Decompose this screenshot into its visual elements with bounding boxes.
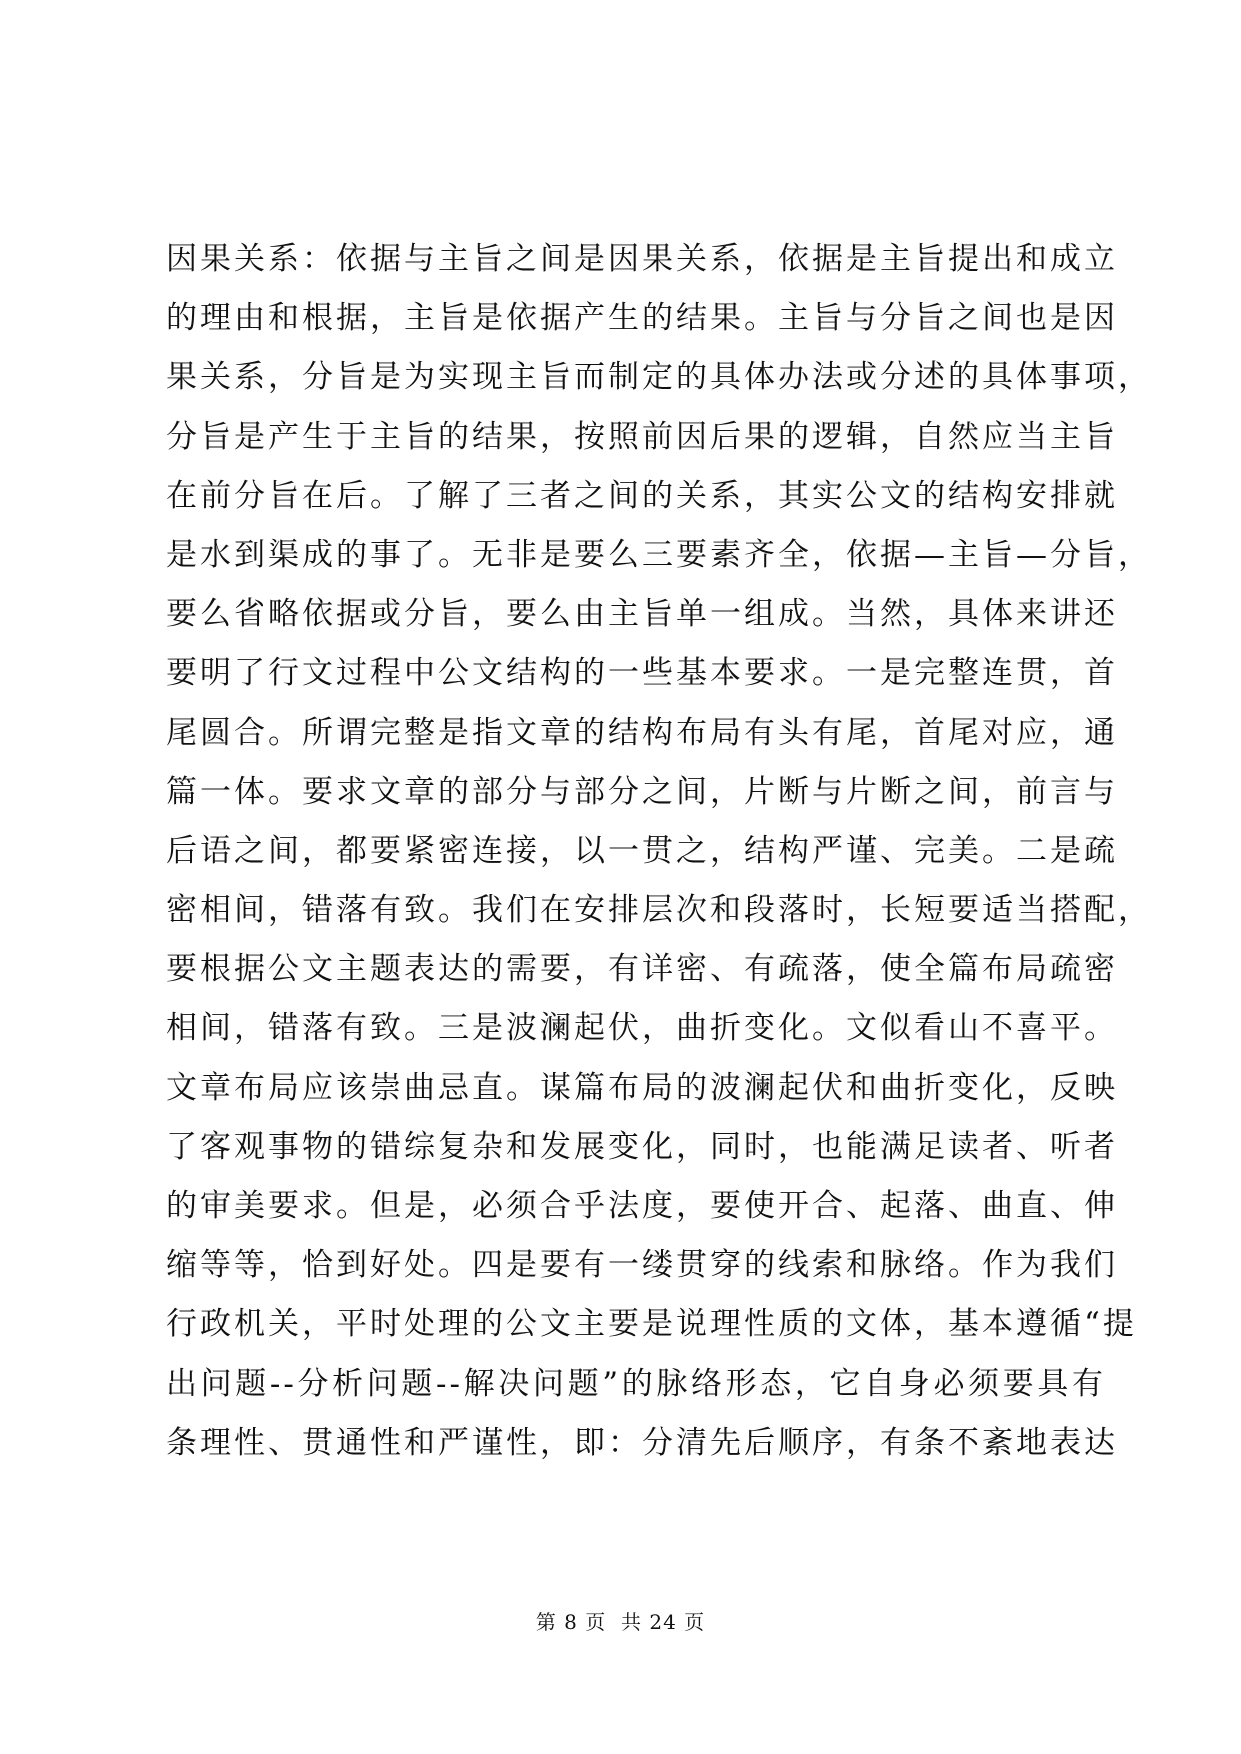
text-line: 要根据公文主题表达的需要，有详密、有疏落，使全篇布局疏密 [166,951,1118,988]
text-line: 尾圆合。所谓完整是指文章的结构布局有头有尾，首尾对应，通 [166,714,1118,751]
text-line: 缩等等，恰到好处。四是要有一缕贯穿的线索和脉络。作为我们 [166,1247,1118,1284]
text-line: 的审美要求。但是，必须合乎法度，要使开合、起落、曲直、伸 [166,1188,1118,1224]
text-line: 要明了行文过程中公文结构的一些基本要求。一是完整连贯，首 [166,655,1118,692]
text-line: 行政机关，平时处理的公文主要是说理性质的文体，基本遵循“提 [166,1306,1137,1343]
text-line: 篇一体。要求文章的部分与部分之间，片断与片断之间，前言与 [166,773,1118,810]
text-line: 在前分旨在后。了解了三者之间的关系，其实公文的结构安排就 [166,477,1118,514]
text-line: 了客观事物的错综复杂和发展变化，同时，也能满足读者、听者 [166,1128,1118,1165]
text-line: 果关系，分旨是为实现主旨而制定的具体办法或分述的具体事项， [166,359,1152,396]
body-text [166,230,1152,1473]
text-line: 分旨是产生于主旨的结果，按照前因后果的逻辑，自然应当主旨 [166,418,1118,455]
text-line: 因果关系：依据与主旨之间是因果关系，依据是主旨提出和成立 [166,241,1118,277]
text-line: 条理性、贯通性和严谨性，即：分清先后顺序，有条不紊地表达 [166,1424,1118,1461]
text-line: 是水到渠成的事了。无非是要么三要素齐全，依据—主旨—分旨， [166,536,1152,573]
text-line: 密相间，错落有致。我们在安排层次和段落时，长短要适当搭配， [166,892,1152,929]
text-line: 的理由和根据，主旨是依据产生的结果。主旨与分旨之间也是因 [166,300,1118,337]
page-number-footer: 第 8 页 共 24 页 [535,1610,706,1634]
text-line: 相间，错落有致。三是波澜起伏，曲折变化。文似看山不喜平。 [166,1010,1118,1047]
text-line: 出问题--分析问题--解决问题”的脉络形态，它自身必须要具有 [166,1365,1106,1402]
text-line: 文章布局应该崇曲忌直。谋篇布局的波澜起伏和曲折变化，反映 [166,1069,1118,1106]
text-line: 要么省略依据或分旨，要么由主旨单一组成。当然，具体来讲还 [166,596,1118,633]
text-line: 后语之间，都要紧密连接，以一贯之，结构严谨、完美。二是疏 [166,832,1118,869]
